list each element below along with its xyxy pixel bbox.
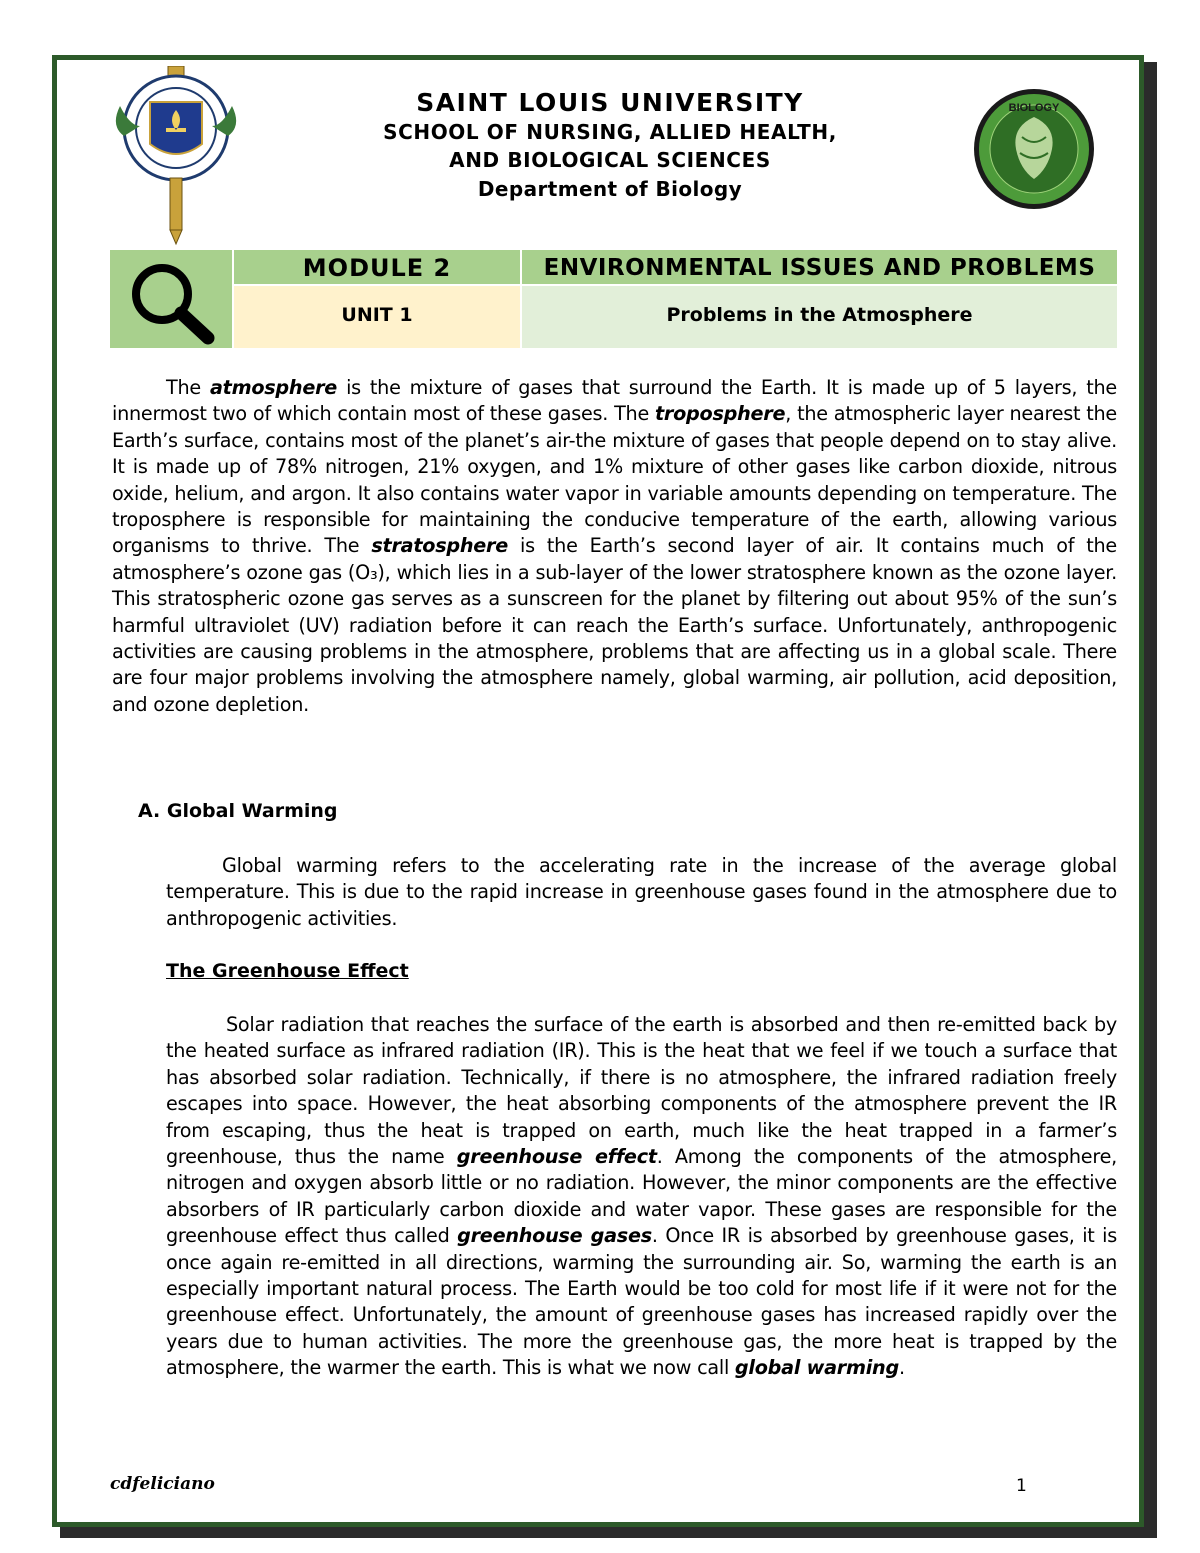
- document-header: [110, 80, 1120, 250]
- unit-label: UNIT 1: [232, 284, 520, 348]
- term-troposphere: troposphere: [654, 402, 786, 426]
- school-name-line2: AND BIOLOGICAL SCIENCES: [449, 148, 771, 172]
- greenhouse-text: . Once IR is absorbed by greenhouse gases, it is once again re-emitted in all directions, warming the surrounding air. So, warming the earth is an especially important natural process. The Earth would be too cold for most life if it were not for the greenhouse effect. Unfortunately, the amount of greenhouse gases has increased rapidly over the years due to human activities. The more the greenhouse gas, the more heat is trapped by the atmosphere, the warmer the earth. This is what we now call: [166, 1224, 1117, 1380]
- biology-logo-text: BIOLOGY: [1008, 102, 1060, 114]
- module-label: MODULE 2: [232, 250, 520, 284]
- global-warming-paragraph: Global warming refers to the accelerating rate in the increase of the average global temperature. This is due to the rapid increase in greenhouse gases found in the atmosphere due to anthropogenic activities.: [166, 854, 1117, 930]
- module-icon-cell: [110, 250, 232, 348]
- greenhouse-paragraph: [166, 1012, 1117, 1382]
- greenhouse-text: . Among the components of the atmosphere, nitrogen and oxygen absorb little or no radiation. However, the minor components are the effective absorbers of IR particularly carbon dioxide and water vapor. These gases are responsible for the greenhouse effect thus called: [166, 1145, 1117, 1248]
- term-atmosphere: atmosphere: [209, 376, 338, 399]
- term-stratosphere: stratosphere: [371, 534, 509, 558]
- intro-text: is the mixture of gases that surround the Earth. It is made up of 5 layers, the innermost two of which contain most of these gases. The: [112, 376, 1117, 426]
- footer-author: cdfeliciano: [110, 1474, 215, 1494]
- unit-title: Problems in the Atmosphere: [520, 284, 1117, 348]
- magnifying-glass-icon: [110, 250, 232, 348]
- greenhouse-effect-heading: The Greenhouse Effect: [166, 960, 409, 982]
- module-title: ENVIRONMENTAL ISSUES AND PROBLEMS: [520, 250, 1117, 284]
- term-global-warming: global warming: [734, 1356, 899, 1380]
- page-number: 1: [1016, 1476, 1027, 1496]
- department-name: Department of Biology: [477, 177, 743, 201]
- term-greenhouse-effect: greenhouse effect: [456, 1145, 657, 1169]
- biology-department-seal-icon: [972, 87, 1096, 211]
- header-text-block: [250, 88, 970, 204]
- school-name-line1: SCHOOL OF NURSING, ALLIED HEALTH,: [383, 120, 837, 144]
- module-banner: [110, 250, 1117, 348]
- section-a-heading: A. Global Warming: [138, 800, 338, 822]
- greenhouse-text: Solar radiation that reaches the surface of the earth is absorbed and then re-emitted back by the heated surface as infrared radiation (IR). This is the heat that we feel if we touch a surface that has absorbed solar radiation. Technically, if there is no atmosphere, the infrared radiation freely escapes into space. However, the heat absorbing components of the atmosphere prevent the IR from escaping, thus the heat is trapped on earth, much like the heat trapped in a farmer’s greenhouse, thus the name: [166, 1013, 1117, 1169]
- intro-text: , the atmospheric layer nearest the Earth’s surface, contains most of the planet’s air-the mixture of gases that people depend on to stay alive. It is made up of 78% nitrogen, 21% oxygen, and 1% mixture of other gases like carbon dioxide, nitrous oxide, helium, and argon. It also contains water vapor in variable amounts depending on temperature. The troposphere is responsible for maintaining the conducive temperature of the earth, allowing various organisms to thrive. The: [112, 402, 1117, 558]
- intro-text: is the Earth’s second layer of air. It contains much of the atmosphere’s ozone gas (O₃), which lies in a sub-layer of the lower stratosphere known as the ozone layer. This stratospheric ozone gas serves as a sunscreen for the planet by filtering out about 95% of the sun’s harmful ultraviolet (UV) radiation before it can reach the Earth’s surface. Unfortunately, anthropogenic activities are causing problems in the atmosphere, problems that are affecting us in a global scale. There are four major problems involving the atmosphere namely, global warming, air pollution, acid deposition, and ozone depletion.: [112, 534, 1117, 716]
- greenhouse-text: .: [898, 1356, 905, 1380]
- term-greenhouse-gases: greenhouse gases: [457, 1224, 652, 1248]
- university-name: SAINT LOUIS UNIVERSITY: [416, 88, 804, 117]
- saint-louis-university-seal-icon: [110, 66, 242, 246]
- intro-paragraph: [112, 375, 1117, 718]
- intro-text: The: [166, 376, 210, 399]
